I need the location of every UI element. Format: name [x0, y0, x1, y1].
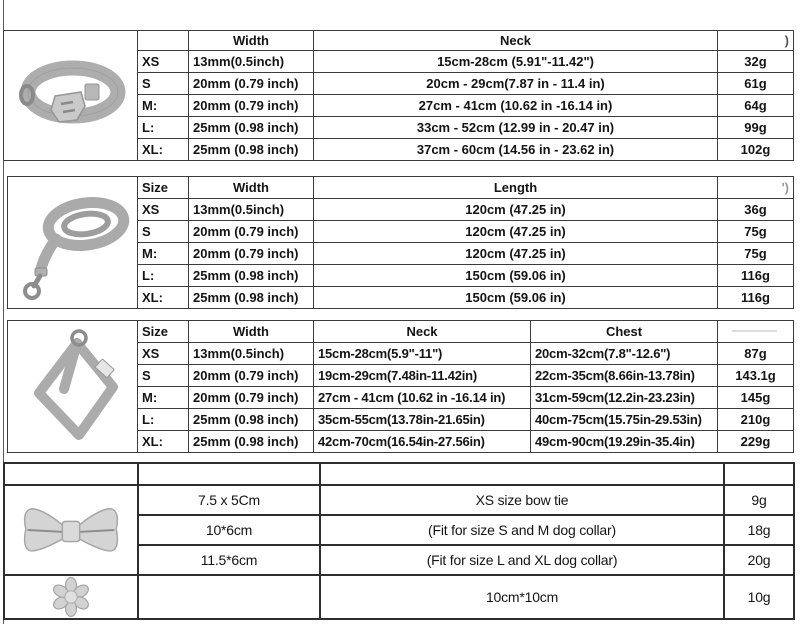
cell-size: S	[138, 221, 189, 243]
cell-length: 120cm (47.25 in)	[314, 243, 718, 265]
cell-weight: 20g	[724, 545, 794, 575]
flower-image-cell	[4, 575, 138, 619]
cell-weight: 64g	[718, 95, 794, 117]
cell-size: XS	[138, 51, 189, 73]
collar-width-header: Width	[189, 31, 314, 51]
leash-image-cell	[8, 177, 138, 309]
cell-dimension: 10*6cm	[138, 515, 320, 545]
cell-width: 13mm(0.5inch)	[189, 343, 314, 365]
harness-size-header: Size	[138, 321, 189, 343]
harness-image-cell	[8, 321, 138, 453]
leash-size-table	[7, 176, 794, 309]
leash-size-header: Size	[138, 177, 189, 199]
cell-neck: 37cm - 60cm (14.56 in - 23.62 in)	[314, 139, 718, 161]
cell-description: XS size bow tie	[320, 485, 724, 515]
blank-cell	[320, 463, 724, 485]
harness-weight-header-remnant	[718, 321, 794, 343]
harness-chest-header: Chest	[531, 321, 718, 343]
cell-chest: 22cm-35cm(8.66in-13.78in)	[531, 365, 718, 387]
cell-length: 150cm (59.06 in)	[314, 265, 718, 287]
collar-header-row	[4, 31, 794, 51]
cell-description: 10cm*10cm	[320, 575, 724, 619]
cell-size: L:	[138, 265, 189, 287]
blank-cell	[724, 463, 794, 485]
cell-weight: 229g	[718, 431, 794, 453]
cell-neck: 33cm - 52cm (12.99 in - 20.47 in)	[314, 117, 718, 139]
bowtie-blank-header-row	[4, 463, 794, 485]
cell-size: XL:	[138, 287, 189, 309]
cell-description: (Fit for size S and M dog collar)	[320, 515, 724, 545]
dog-collar-image	[15, 54, 127, 138]
cell-weight: 102g	[718, 139, 794, 161]
cell-size: L:	[138, 117, 189, 139]
cell-weight: 210g	[718, 409, 794, 431]
cell-weight: 143.1g	[718, 365, 794, 387]
cell-width: 20mm (0.79 inch)	[189, 73, 314, 95]
cell-chest: 40cm-75cm(15.75in-29.53in)	[531, 409, 718, 431]
cell-width: 20mm (0.79 inch)	[189, 387, 314, 409]
collar-size-table	[3, 30, 794, 161]
cell-chest: 49cm-90cm(19.29in-35.4in)	[531, 431, 718, 453]
cell-weight: 145g	[718, 387, 794, 409]
cell-neck: 35cm-55cm(13.78in-21.65in)	[314, 409, 531, 431]
cell-neck: 19cm-29cm(7.48in-11.42in)	[314, 365, 531, 387]
cell-width: 20mm (0.79 inch)	[189, 365, 314, 387]
cell-width: 20mm (0.79 inch)	[189, 95, 314, 117]
cell-size: L:	[138, 409, 189, 431]
harness-neck-header: Neck	[314, 321, 531, 343]
cell-weight: 75g	[718, 221, 794, 243]
cell-length: 150cm (59.06 in)	[314, 287, 718, 309]
bowtie-image-cell	[4, 485, 138, 575]
flower-accessory-image	[50, 576, 92, 618]
blank-cell	[138, 463, 320, 485]
harness-header-row	[8, 321, 794, 343]
cell-width: 20mm (0.79 inch)	[189, 221, 314, 243]
cell-size: XS	[138, 199, 189, 221]
leash-width-header: Width	[189, 177, 314, 199]
dog-bow-tie-image	[21, 497, 121, 563]
cell-size: S	[138, 73, 189, 95]
dog-harness-image	[17, 327, 129, 447]
cell-neck: 27cm - 41cm (10.62 in -16.14 in)	[314, 387, 531, 409]
leash-header-row	[8, 177, 794, 199]
cell-weight: 36g	[718, 199, 794, 221]
cell-weight: 32g	[718, 51, 794, 73]
cell-width: 25mm (0.98 inch)	[189, 139, 314, 161]
cell-size: M:	[138, 387, 189, 409]
leash-weight-header-remnant: ')	[718, 177, 794, 199]
table-row	[4, 485, 794, 515]
cell-size: XL:	[138, 139, 189, 161]
cell-weight: 116g	[718, 265, 794, 287]
cell-weight: 116g	[718, 287, 794, 309]
cell-chest: 20cm-32cm(7.8"-12.6")	[531, 343, 718, 365]
cell-size: M:	[138, 95, 189, 117]
cell-width: 13mm(0.5inch)	[189, 51, 314, 73]
cell-size: M:	[138, 243, 189, 265]
cell-width: 25mm (0.98 inch)	[189, 287, 314, 309]
cell-size: XS	[138, 343, 189, 365]
harness-size-table	[7, 320, 794, 453]
collar-neck-header: Neck	[314, 31, 718, 51]
cell-width: 25mm (0.98 inch)	[189, 409, 314, 431]
cell-size: S	[138, 365, 189, 387]
cell-size: XL:	[138, 431, 189, 453]
collar-weight-header-remnant: )	[718, 31, 794, 51]
cell-dimension: 11.5*6cm	[138, 545, 320, 575]
cell-neck: 27cm - 41cm (10.62 in -16.14 in)	[314, 95, 718, 117]
cell-dimension: 7.5 x 5Cm	[138, 485, 320, 515]
cell-weight: 75g	[718, 243, 794, 265]
dog-leash-image	[14, 184, 132, 302]
cell-weight: 87g	[718, 343, 794, 365]
leash-length-header: Length	[314, 177, 718, 199]
bow-knot-icon	[62, 521, 79, 541]
cell-description: (Fit for size L and XL dog collar)	[320, 545, 724, 575]
cell-chest: 31cm-59cm(12.2in-23.23in)	[531, 387, 718, 409]
cell-width: 25mm (0.98 inch)	[189, 117, 314, 139]
cell-dimension	[138, 575, 320, 619]
cell-neck: 15cm-28cm(5.9"-11")	[314, 343, 531, 365]
cell-neck: 20cm - 29cm(7.87 in - 11.4 in)	[314, 73, 718, 95]
bowtie-size-table	[3, 462, 795, 620]
cell-width: 25mm (0.98 inch)	[189, 265, 314, 287]
cell-weight: 9g	[724, 485, 794, 515]
table-row	[4, 575, 794, 619]
collar-image-cell	[4, 31, 138, 161]
cell-neck: 15cm-28cm (5.91"-11.42")	[314, 51, 718, 73]
cell-neck: 42cm-70cm(16.54in-27.56in)	[314, 431, 531, 453]
cell-weight: 61g	[718, 73, 794, 95]
cell-width: 20mm (0.79 inch)	[189, 243, 314, 265]
blank-cell	[4, 463, 138, 485]
cell-weight: 99g	[718, 117, 794, 139]
cell-length: 120cm (47.25 in)	[314, 199, 718, 221]
cell-weight: 18g	[724, 515, 794, 545]
cell-width: 25mm (0.98 inch)	[189, 431, 314, 453]
cell-width: 13mm(0.5inch)	[189, 199, 314, 221]
collar-size-header	[138, 31, 189, 51]
cell-length: 120cm (47.25 in)	[314, 221, 718, 243]
cell-weight: 10g	[724, 575, 794, 619]
harness-width-header: Width	[189, 321, 314, 343]
